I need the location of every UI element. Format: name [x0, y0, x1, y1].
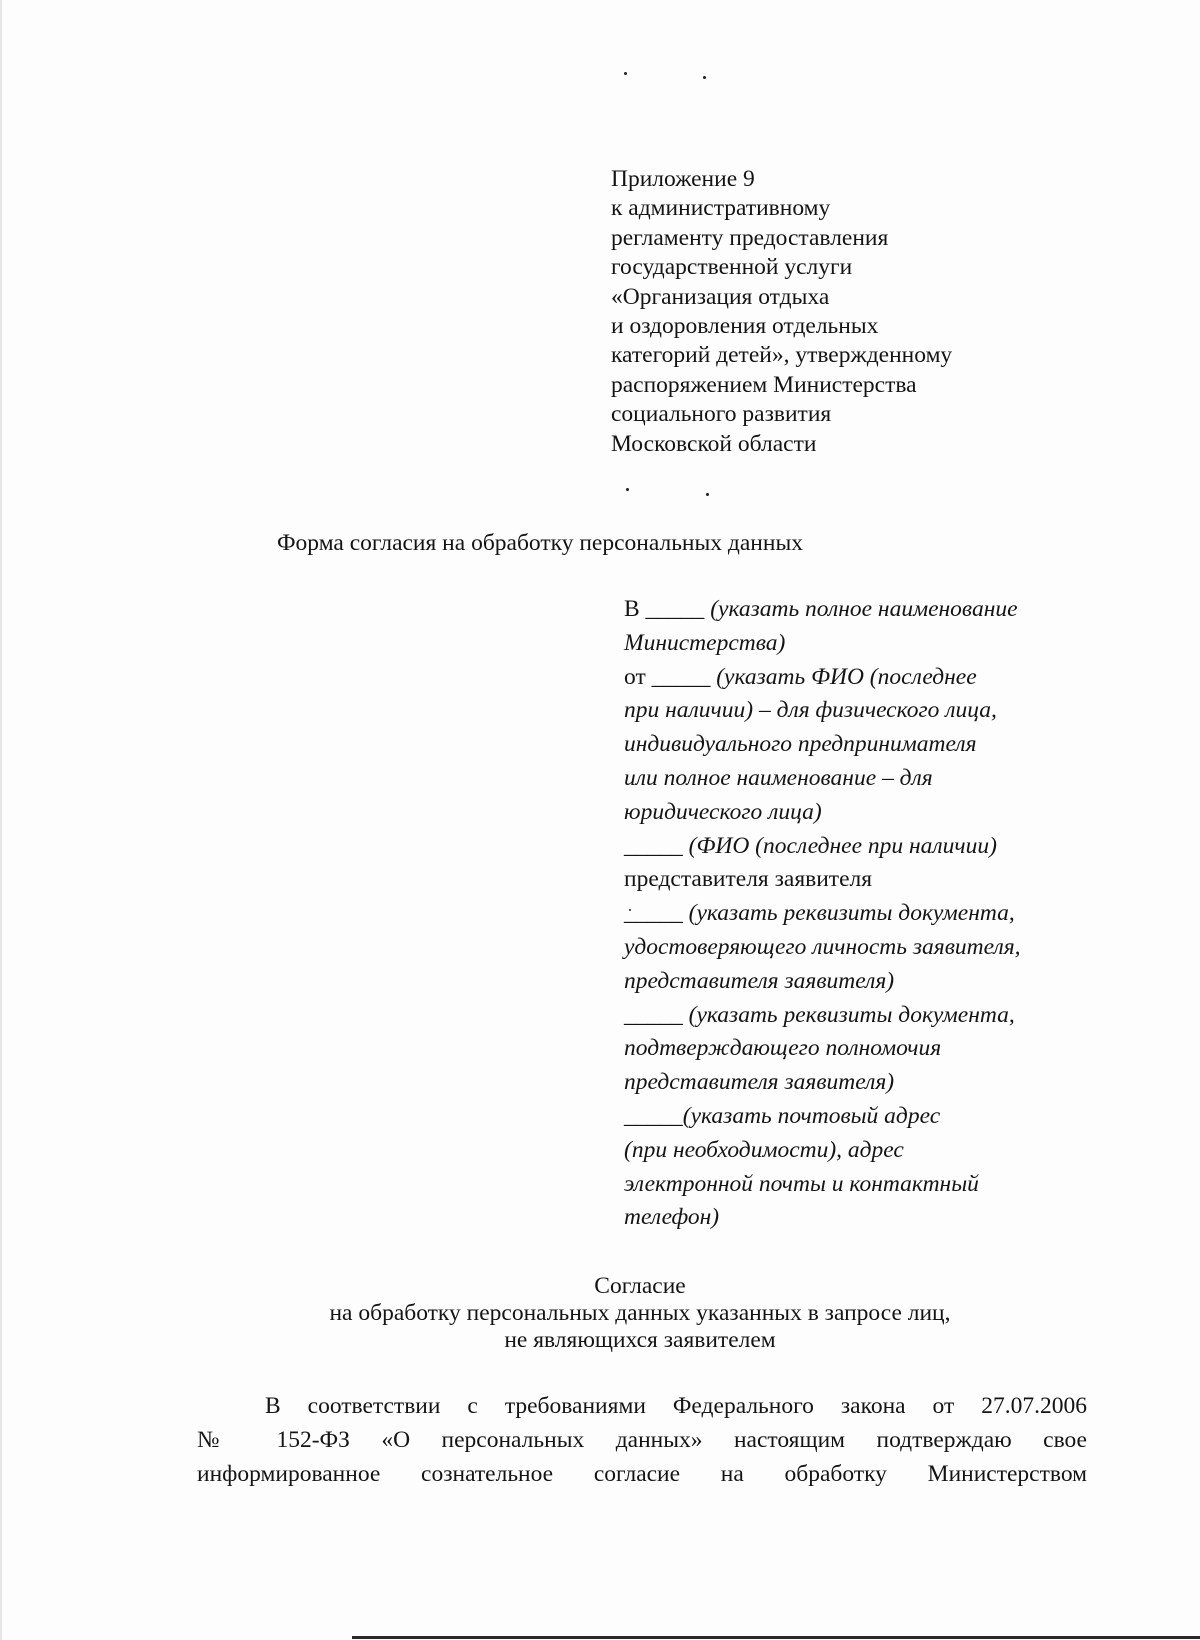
addressee-italic: (указать почтовый адрес [682, 1102, 941, 1129]
addressee-line [624, 661, 1094, 695]
addressee-italic: (указать реквизиты документа, [688, 900, 1015, 927]
addressee-line [624, 897, 1094, 931]
addressee-italic: индивидуального предпринимателя [624, 731, 977, 758]
addressee-plain: представителя заявителя [624, 866, 873, 893]
addressee-line [624, 830, 1094, 864]
addressee-italic: юридического лица) [624, 798, 822, 825]
scan-edge [0, 0, 2, 1640]
appendix-line: Приложение 9 [611, 166, 755, 192]
addressee-line [624, 1066, 1094, 1100]
appendix-line: к административному [611, 195, 831, 222]
addressee-line [624, 1032, 1094, 1066]
addressee-line [624, 762, 1094, 796]
scan-bottom-edge [352, 1636, 1200, 1639]
appendix-line: регламенту предоставления [611, 224, 889, 251]
addressee-line [624, 1134, 1094, 1168]
body-line: информированное сознательное согласие на обработку Министерством [197, 1461, 1087, 1487]
addressee-plain: _____ [624, 900, 689, 927]
addressee-plain: В _____ [624, 596, 711, 622]
scan-speck [706, 493, 709, 496]
addressee-italic: удостоверяющего личность заявителя, [624, 933, 1021, 960]
appendix-line: государственной услуги [611, 254, 853, 281]
body-line: В соответствии с требованиями Федерального закона от 27.07.2006 [265, 1393, 1087, 1419]
appendix-line: категорий детей», утвержденному [611, 342, 953, 369]
addressee-italic: представителя заявителя) [624, 1069, 895, 1096]
appendix-line: «Организация отдыха [611, 283, 830, 310]
consent-body [197, 1389, 1087, 1491]
addressee-italic: Министерства) [624, 629, 786, 656]
addressee-line [624, 965, 1094, 999]
addressee-line [624, 1100, 1094, 1134]
addressee-line [624, 694, 1094, 728]
addressee-italic: (при необходимости), адрес [624, 1136, 904, 1163]
addressee-line [624, 1168, 1094, 1202]
addressee-line [624, 931, 1094, 965]
scan-speck [703, 76, 706, 79]
addressee-line [624, 593, 1094, 627]
consent-title-line: на обработку персональных данных указанных в запросе лиц, [329, 1300, 951, 1326]
consent-title-line: Согласие [594, 1273, 686, 1299]
addressee-italic: электронной почты и контактный [624, 1170, 979, 1197]
consent-title [0, 1273, 1200, 1354]
addressee-block [624, 593, 1094, 1235]
addressee-italic: (указать ФИО (последнее [716, 663, 977, 690]
addressee-line [624, 1201, 1094, 1235]
appendix-line: и оздоровления отдельных [611, 313, 879, 340]
addressee-italic: (ФИО (последнее при наличии) [688, 832, 997, 859]
addressee-plain: от _____ [624, 663, 717, 690]
addressee-plain: _____ [624, 832, 689, 859]
addressee-line [624, 863, 1094, 897]
appendix-line: распоряжением Министерства [611, 371, 917, 398]
addressee-line [624, 796, 1094, 830]
appendix-header [611, 165, 1081, 459]
consent-title-line: не являющихся заявителем [504, 1327, 776, 1353]
scan-speck [626, 488, 629, 491]
addressee-italic: (указать реквизиты документа, [688, 1001, 1015, 1028]
scan-speck [624, 72, 627, 75]
body-line: № 152-ФЗ «О персональных данных» настоящим подтверждаю свое [197, 1427, 1087, 1453]
addressee-plain: _____ [624, 1001, 689, 1028]
addressee-italic: при наличии) – для физического лица, [624, 697, 997, 724]
appendix-line: Московской области [611, 430, 817, 457]
addressee-line [624, 728, 1094, 762]
addressee-italic: представителя заявителя) [624, 967, 895, 994]
appendix-line: социального развития [611, 401, 832, 428]
addressee-line [624, 627, 1094, 661]
form-title: Форма согласия на обработку персональных данных [276, 530, 803, 556]
addressee-italic: или полное наименование – для [624, 764, 933, 791]
addressee-line [624, 999, 1094, 1033]
addressee-plain: _____ [624, 1102, 683, 1129]
addressee-italic: (указать полное наименование [710, 596, 1018, 622]
addressee-italic: подтверждающего полномочия [624, 1035, 942, 1062]
addressee-italic: телефон) [624, 1204, 720, 1231]
